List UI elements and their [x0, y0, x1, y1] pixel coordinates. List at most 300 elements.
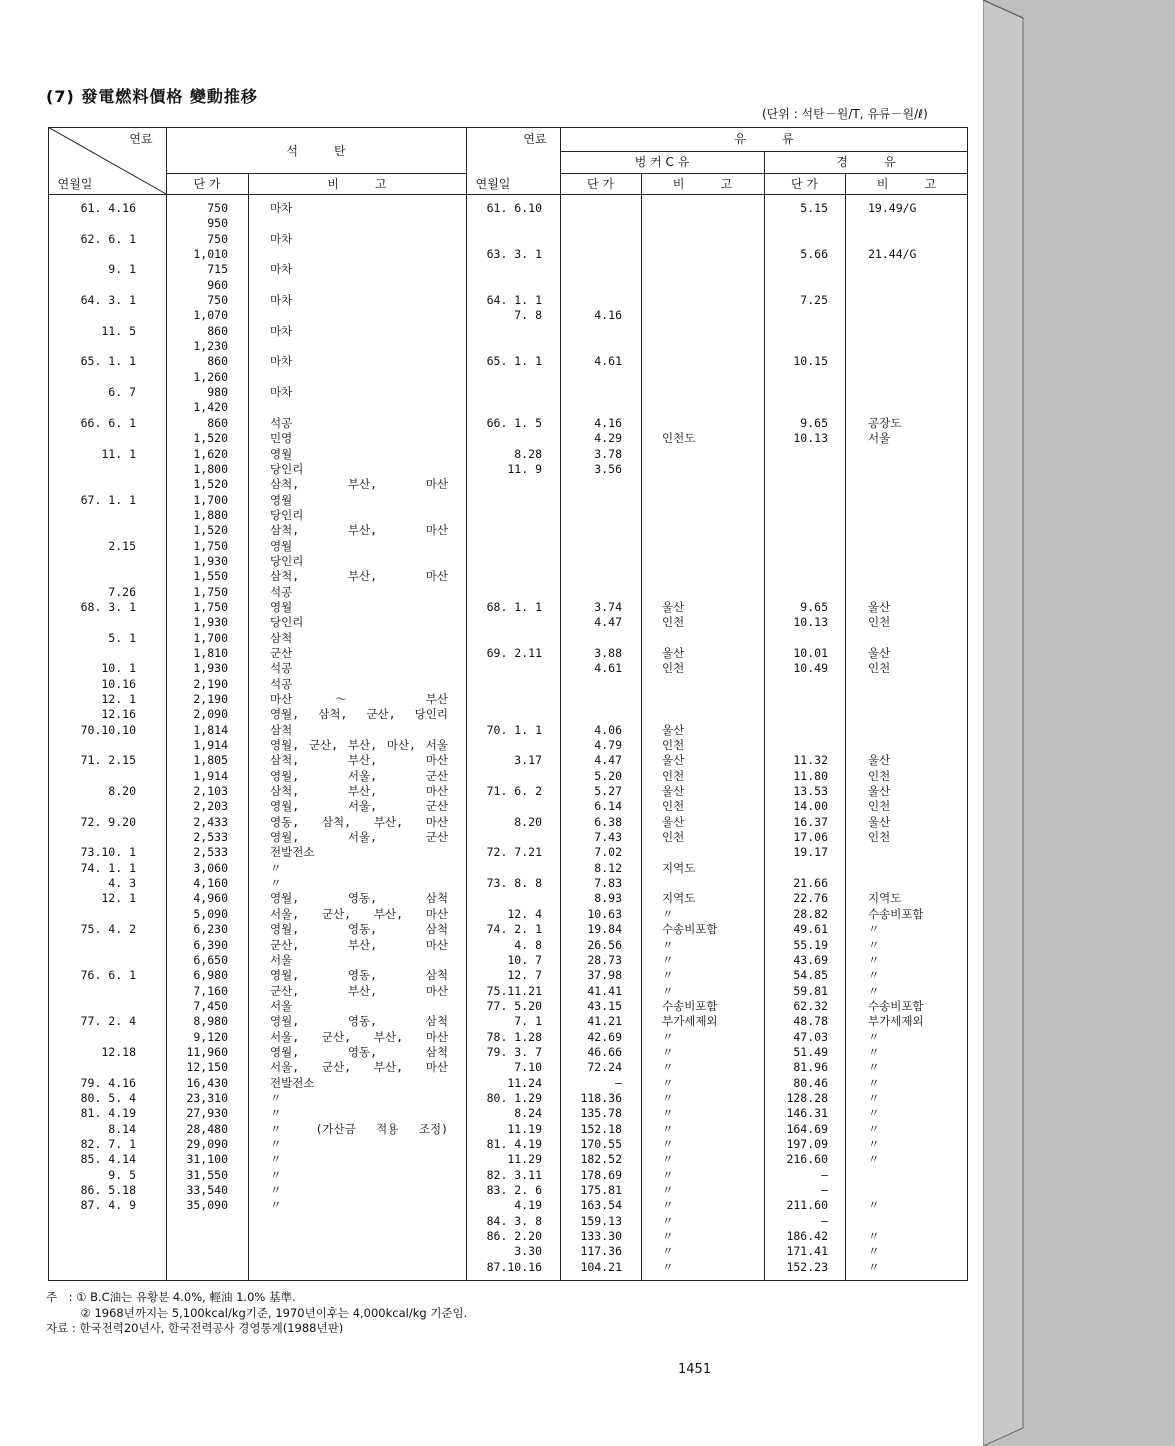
- bunker-price-cell: 3.88: [594, 645, 622, 660]
- table-row: [48, 891, 968, 906]
- table-row: [48, 631, 968, 646]
- bunker-remark-cell: 울산: [662, 722, 685, 737]
- light-remark-cell: 울산: [868, 784, 891, 799]
- table-row: [48, 354, 968, 369]
- coal-remark-cell: 마차: [270, 323, 293, 338]
- coal-price-cell: 16,430: [186, 1075, 228, 1090]
- table-row: [48, 1014, 968, 1029]
- table-row: [48, 278, 968, 293]
- oil-date-cell: 83. 2. 6: [486, 1183, 542, 1197]
- coal-date-cell: 64. 3. 1: [80, 293, 136, 308]
- bunker-remark-cell: 〃: [662, 952, 674, 967]
- oil-date-cell: 64. 1. 1: [486, 293, 542, 308]
- table-row: [48, 907, 968, 922]
- coal-price-cell: 1,914: [193, 738, 228, 753]
- light-price-cell: 9.65: [800, 415, 828, 430]
- light-price-cell: 10.01: [793, 645, 828, 660]
- table-row: [48, 1045, 968, 1060]
- bunker-price-cell: 7.02: [594, 845, 622, 860]
- coal-price-cell: 750: [207, 201, 228, 215]
- coal-remark-cell: 영월, 영동, 삼척: [270, 968, 448, 983]
- table-row: [48, 477, 968, 492]
- coal-price-cell: 1,930: [193, 661, 228, 676]
- coal-price-cell: 1,520: [193, 477, 228, 492]
- coal-remark-cell: 당인리: [270, 553, 304, 568]
- header-date-left: 연월일: [57, 177, 93, 191]
- oil-date-cell: 10. 7: [507, 952, 542, 967]
- bunker-remark-cell: 인천: [662, 799, 685, 814]
- bunker-remark-cell: 지역도: [662, 860, 696, 875]
- table-row: [48, 815, 968, 830]
- light-price-cell: —: [821, 1213, 828, 1228]
- light-price-cell: 7.25: [800, 293, 828, 308]
- bunker-price-cell: 7.83: [594, 876, 622, 891]
- coal-date-cell: 75. 4. 2: [80, 922, 136, 937]
- light-price-cell: 43.69: [793, 952, 828, 967]
- table-row: [48, 1106, 968, 1121]
- coal-date-cell: 72. 9.20: [80, 814, 136, 829]
- coal-price-cell: 960: [207, 277, 228, 292]
- light-remark-cell: 울산: [868, 599, 891, 614]
- bunker-remark-cell: 〃: [662, 983, 674, 998]
- bunker-price-cell: 170.55: [580, 1136, 622, 1151]
- light-remark-cell: 울산: [868, 814, 891, 829]
- oil-date-cell: 11. 9: [507, 461, 542, 476]
- coal-remark-cell: 〃: [270, 1106, 282, 1121]
- coal-remark-cell: 마차: [270, 231, 293, 246]
- fuel-price-table: [48, 127, 968, 1281]
- table-row: [48, 784, 968, 799]
- coal-price-cell: 1,930: [193, 553, 228, 568]
- table-row: [48, 845, 968, 860]
- header-bunker-price: 단 가: [587, 177, 614, 191]
- bunker-remark-cell: 〃: [662, 1244, 674, 1259]
- coal-date-cell: 11. 1: [101, 446, 136, 461]
- light-price-cell: 51.49: [793, 1044, 828, 1059]
- bunker-remark-cell: 인천: [662, 768, 685, 783]
- bunker-remark-cell: 〃: [662, 1259, 674, 1274]
- bunker-remark-cell: 인천도: [662, 431, 696, 446]
- light-price-cell: 171.41: [786, 1244, 828, 1259]
- coal-remark-cell: 삼척, 부산, 마산: [270, 477, 448, 492]
- bunker-remark-cell: 울산: [662, 599, 685, 614]
- coal-remark-cell: 〃: [270, 876, 282, 891]
- light-remark-cell: 〃: [868, 1090, 880, 1105]
- light-remark-cell: 〃: [868, 952, 880, 967]
- bunker-price-cell: 72.24: [587, 1060, 622, 1075]
- oil-date-cell: 69. 2.11: [486, 645, 542, 660]
- bunker-remark-cell: 울산: [662, 814, 685, 829]
- bunker-remark-cell: 〃: [662, 1090, 674, 1105]
- light-remark-cell: 수송비포함: [868, 998, 924, 1013]
- light-price-cell: 10.49: [793, 661, 828, 676]
- coal-remark-cell: 석공: [270, 415, 293, 430]
- table-row: [48, 799, 968, 814]
- table-row: [48, 1091, 968, 1106]
- coal-price-cell: 2,190: [193, 676, 228, 691]
- oil-date-cell: 81. 4.19: [486, 1136, 542, 1151]
- table-row: [48, 247, 968, 262]
- coal-remark-cell: 영월, 서울, 군산: [270, 799, 448, 814]
- coal-price-cell: 7,160: [193, 983, 228, 998]
- table-row: [48, 447, 968, 462]
- table-row: [48, 769, 968, 784]
- light-price-cell: 22.76: [793, 891, 828, 906]
- light-remark-cell: 울산: [868, 753, 891, 768]
- oil-date-cell: 77. 5.20: [486, 998, 542, 1013]
- oil-date-cell: 66. 1. 5: [486, 415, 542, 430]
- bunker-remark-cell: 울산: [662, 753, 685, 768]
- table-row: [48, 232, 968, 247]
- coal-price-cell: 1,810: [193, 645, 228, 660]
- coal-remark-cell: 영월: [270, 538, 293, 553]
- coal-remark-cell: 석공: [270, 661, 293, 676]
- light-price-cell: 216.60: [786, 1152, 828, 1167]
- table-row: [48, 661, 968, 676]
- coal-remark-cell: 영월, 서울, 군산: [270, 768, 448, 783]
- coal-price-cell: 1,805: [193, 753, 228, 768]
- table-row: [48, 370, 968, 385]
- coal-remark-cell: 전발전소: [270, 1075, 315, 1090]
- light-price-cell: 28.82: [793, 906, 828, 921]
- coal-date-cell: 11. 5: [101, 323, 136, 338]
- coal-remark-cell: 영월, 군산, 부산, 마산, 서울: [270, 738, 448, 753]
- light-price-cell: 48.78: [793, 1014, 828, 1029]
- coal-price-cell: 1,750: [193, 599, 228, 614]
- bunker-price-cell: 41.21: [587, 1014, 622, 1029]
- coal-price-cell: 35,090: [186, 1198, 228, 1213]
- coal-remark-cell: 영월, 영동, 삼척: [270, 1044, 448, 1059]
- header-fuel-right: 연료: [523, 132, 547, 146]
- bunker-price-cell: 104.21: [580, 1259, 622, 1274]
- coal-price-cell: 2,090: [193, 707, 228, 722]
- coal-price-cell: 860: [207, 323, 228, 338]
- light-remark-cell: 서울: [868, 431, 891, 446]
- coal-price-cell: 1,070: [193, 308, 228, 323]
- coal-date-cell: 8.20: [108, 784, 136, 799]
- light-price-cell: —: [821, 1183, 828, 1197]
- coal-price-cell: 2,533: [193, 845, 228, 860]
- bunker-price-cell: 4.16: [594, 415, 622, 430]
- coal-date-cell: 10.16: [101, 676, 136, 691]
- table-row: [48, 615, 968, 630]
- coal-date-cell: 9. 1: [108, 262, 136, 277]
- coal-remark-cell: 영월, 삼척, 군산, 당인리: [270, 707, 448, 722]
- header-date-right: 연월일: [475, 177, 511, 191]
- coal-price-cell: 1,750: [193, 538, 228, 553]
- table-row: [48, 646, 968, 661]
- oil-date-cell: 12. 7: [507, 968, 542, 983]
- coal-price-cell: 860: [207, 354, 228, 369]
- coal-price-cell: 28,480: [186, 1121, 228, 1136]
- coal-price-cell: 2,203: [193, 799, 228, 814]
- light-remark-cell: 인천: [868, 799, 891, 814]
- coal-remark-cell: 영월: [270, 492, 293, 507]
- coal-remark-cell: 서울: [270, 998, 293, 1013]
- header-fuel-left: 연료: [129, 132, 153, 146]
- oil-date-cell: 87.10.16: [486, 1259, 542, 1274]
- table-row: [48, 968, 968, 983]
- light-remark-cell: 〃: [868, 1075, 880, 1090]
- coal-remark-cell: 〃 (가산금 적용 조정): [270, 1121, 448, 1136]
- table-row: [48, 1122, 968, 1137]
- bunker-price-cell: 4.16: [594, 308, 622, 323]
- coal-price-cell: 6,230: [193, 922, 228, 937]
- oil-date-cell: 12. 4: [507, 906, 542, 921]
- coal-price-cell: 1,550: [193, 569, 228, 584]
- bunker-remark-cell: 〃: [662, 1229, 674, 1244]
- coal-date-cell: 12.16: [101, 707, 136, 722]
- coal-date-cell: 12.18: [101, 1044, 136, 1059]
- table-row: [48, 1214, 968, 1229]
- page-stack-edge: [983, 0, 1175, 1446]
- table-row: [48, 753, 968, 768]
- bunker-remark-cell: 〃: [662, 1106, 674, 1121]
- coal-remark-cell: 삼척, 부산, 마산: [270, 523, 448, 538]
- coal-price-cell: 6,980: [193, 968, 228, 983]
- light-price-cell: 10.15: [793, 354, 828, 369]
- oil-date-cell: 73. 8. 8: [486, 876, 542, 891]
- table-row: [48, 1168, 968, 1183]
- light-price-cell: 146.31: [786, 1106, 828, 1121]
- coal-price-cell: 1,620: [193, 446, 228, 461]
- coal-price-cell: 4,960: [193, 891, 228, 906]
- coal-price-cell: 33,540: [186, 1183, 228, 1197]
- coal-price-cell: 2,190: [193, 692, 228, 706]
- bunker-price-cell: 159.13: [580, 1213, 622, 1228]
- header-light-oil: 경 유: [836, 155, 896, 169]
- bunker-price-cell: 5.20: [594, 768, 622, 783]
- unit-note: (단위 : 석탄－원/T, 유류－원/ℓ): [762, 107, 928, 121]
- coal-price-cell: 6,390: [193, 937, 228, 952]
- table-row: [48, 201, 968, 216]
- bunker-remark-cell: 〃: [662, 1075, 674, 1090]
- light-price-cell: 164.69: [786, 1121, 828, 1136]
- oil-date-cell: 8.24: [514, 1106, 542, 1121]
- coal-remark-cell: 마산 ～ 부산: [270, 692, 448, 706]
- coal-remark-cell: 마차: [270, 293, 293, 308]
- coal-price-cell: 2,433: [193, 814, 228, 829]
- coal-remark-cell: 영월, 영동, 삼척: [270, 1014, 448, 1029]
- coal-price-cell: 6,650: [193, 952, 228, 967]
- bunker-price-cell: 3.56: [594, 461, 622, 476]
- table-row: [48, 569, 968, 584]
- bunker-price-cell: —: [615, 1075, 622, 1090]
- oil-date-cell: 79. 3. 7: [486, 1044, 542, 1059]
- bunker-price-cell: 175.81: [580, 1183, 622, 1197]
- coal-remark-cell: 당인리: [270, 461, 304, 476]
- coal-price-cell: 31,550: [186, 1167, 228, 1182]
- coal-price-cell: 750: [207, 293, 228, 308]
- bunker-price-cell: 10.63: [587, 906, 622, 921]
- oil-date-cell: 65. 1. 1: [486, 354, 542, 369]
- light-price-cell: 49.61: [793, 922, 828, 937]
- bunker-price-cell: 4.61: [594, 354, 622, 369]
- light-price-cell: 47.03: [793, 1029, 828, 1044]
- coal-price-cell: 750: [207, 231, 228, 246]
- table-row: [48, 1137, 968, 1152]
- table-row: [48, 539, 968, 554]
- coal-price-cell: 27,930: [186, 1106, 228, 1121]
- coal-price-cell: 1,520: [193, 523, 228, 538]
- bunker-remark-cell: 수송비포함: [662, 922, 718, 937]
- coal-price-cell: 3,060: [193, 860, 228, 875]
- coal-price-cell: 980: [207, 385, 228, 400]
- bunker-price-cell: 43.15: [587, 998, 622, 1013]
- coal-remark-cell: 삼척: [270, 722, 293, 737]
- bunker-price-cell: 4.47: [594, 753, 622, 768]
- table-row: [48, 738, 968, 753]
- table-row: [48, 922, 968, 937]
- table-row: [48, 1198, 968, 1213]
- light-remark-cell: 〃: [868, 1152, 880, 1167]
- footnote-1: 주 : ① B.C油는 유황분 4.0%, 輕油 1.0% 基準.: [46, 1290, 296, 1304]
- coal-date-cell: 85. 4.14: [80, 1152, 136, 1167]
- light-remark-cell: 〃: [868, 983, 880, 998]
- coal-remark-cell: 삼척: [270, 630, 293, 645]
- light-price-cell: 19.17: [793, 845, 828, 860]
- oil-date-cell: 80. 1.29: [486, 1090, 542, 1105]
- light-remark-cell: 〃: [868, 937, 880, 952]
- bunker-price-cell: 41.41: [587, 983, 622, 998]
- coal-remark-cell: 삼척, 부산, 마산: [270, 784, 448, 799]
- table-row: [48, 1152, 968, 1167]
- coal-remark-cell: 영월: [270, 446, 293, 461]
- oil-date-cell: 11.29: [507, 1152, 542, 1167]
- bunker-remark-cell: 인천: [662, 738, 685, 753]
- oil-date-cell: 4.19: [514, 1198, 542, 1213]
- light-remark-cell: 지역도: [868, 891, 902, 906]
- light-price-cell: 11.32: [793, 753, 828, 768]
- bunker-remark-cell: 인천: [662, 615, 685, 630]
- table-row: [48, 493, 968, 508]
- coal-remark-cell: 전발전소: [270, 845, 315, 860]
- light-remark-cell: 울산: [868, 645, 891, 660]
- coal-price-cell: 860: [207, 415, 228, 430]
- header-light-price: 단 가: [791, 177, 818, 191]
- coal-date-cell: 2.15: [108, 538, 136, 553]
- bunker-remark-cell: 부가세제외: [662, 1014, 718, 1029]
- table-row: [48, 1060, 968, 1075]
- light-remark-cell: 〃: [868, 1229, 880, 1244]
- coal-remark-cell: 군산, 부산, 마산: [270, 983, 448, 998]
- coal-remark-cell: 마차: [270, 201, 293, 215]
- oil-date-cell: 74. 2. 1: [486, 922, 542, 937]
- coal-date-cell: 7.26: [108, 584, 136, 599]
- bunker-price-cell: 133.30: [580, 1229, 622, 1244]
- table-row: [48, 1183, 968, 1198]
- coal-price-cell: 1,800: [193, 461, 228, 476]
- table-row: [48, 385, 968, 400]
- oil-date-cell: 7. 1: [514, 1014, 542, 1029]
- bunker-remark-cell: 〃: [662, 937, 674, 952]
- bunker-price-cell: 178.69: [580, 1167, 622, 1182]
- coal-price-cell: 9,120: [193, 1029, 228, 1044]
- bunker-price-cell: 3.78: [594, 446, 622, 461]
- table-row: [48, 953, 968, 968]
- footnotes: [46, 1290, 467, 1337]
- bunker-remark-cell: 〃: [662, 968, 674, 983]
- footnote-2: ② 1968년까지는 5,100kcal/kg기준, 1970년이후는 4,000kcal/kg 기준임.: [46, 1305, 468, 1320]
- coal-remark-cell: 서울, 군산, 부산, 마산: [270, 906, 448, 921]
- table-row: [48, 324, 968, 339]
- coal-remark-cell: 서울: [270, 952, 293, 967]
- table-row: [48, 707, 968, 722]
- coal-date-cell: 68. 3. 1: [80, 599, 136, 614]
- bunker-remark-cell: 〃: [662, 906, 674, 921]
- header-bunker-remark: 비 고: [672, 177, 733, 191]
- light-price-cell: 81.96: [793, 1060, 828, 1075]
- light-price-cell: 197.09: [786, 1136, 828, 1151]
- coal-remark-cell: 〃: [270, 1136, 282, 1151]
- coal-price-cell: 1,914: [193, 768, 228, 783]
- light-price-cell: 5.66: [800, 247, 828, 262]
- oil-date-cell: 75.11.21: [486, 983, 542, 998]
- light-price-cell: 10.13: [793, 431, 828, 446]
- light-price-cell: 54.85: [793, 968, 828, 983]
- coal-date-cell: 65. 1. 1: [80, 354, 136, 369]
- table-row: [48, 462, 968, 477]
- bunker-price-cell: 6.14: [594, 799, 622, 814]
- table-row: [48, 999, 968, 1014]
- coal-remark-cell: 석공: [270, 584, 293, 599]
- table-row: [48, 523, 968, 538]
- bunker-remark-cell: 〃: [662, 1167, 674, 1182]
- coal-date-cell: 8.14: [108, 1121, 136, 1136]
- light-price-cell: 152.23: [786, 1259, 828, 1274]
- light-price-cell: 211.60: [786, 1198, 828, 1213]
- coal-price-cell: 1,750: [193, 584, 228, 599]
- coal-date-cell: 12. 1: [101, 891, 136, 906]
- table-row: [48, 723, 968, 738]
- oil-date-cell: 63. 3. 1: [486, 247, 542, 262]
- coal-date-cell: 5. 1: [108, 630, 136, 645]
- coal-date-cell: 61. 4.16: [80, 201, 136, 215]
- coal-remark-cell: 군산: [270, 645, 293, 660]
- coal-remark-cell: 서울, 군산, 부산, 마산: [270, 1060, 448, 1075]
- coal-remark-cell: 삼척, 부산, 마산: [270, 569, 448, 584]
- oil-date-cell: 61. 6.10: [486, 201, 542, 215]
- light-remark-cell: 수송비포함: [868, 906, 924, 921]
- page-title: (7) 發電燃料價格 變動推移: [46, 87, 258, 106]
- bunker-price-cell: 163.54: [580, 1198, 622, 1213]
- light-remark-cell: 〃: [868, 1136, 880, 1151]
- table-row: [48, 861, 968, 876]
- header-oil: 유 류: [734, 132, 794, 146]
- oil-date-cell: 11.19: [507, 1121, 542, 1136]
- bunker-price-cell: 118.36: [580, 1090, 622, 1105]
- table-row: [48, 416, 968, 431]
- bunker-remark-cell: 〃: [662, 1183, 674, 1197]
- coal-date-cell: 79. 4.16: [80, 1075, 136, 1090]
- coal-price-cell: 1,260: [193, 369, 228, 384]
- table-row: [48, 1076, 968, 1091]
- table-row: [48, 431, 968, 446]
- table-row: [48, 830, 968, 845]
- bunker-price-cell: 4.79: [594, 738, 622, 753]
- coal-remark-cell: 〃: [270, 860, 282, 875]
- coal-price-cell: 1,520: [193, 431, 228, 446]
- table-row: [48, 554, 968, 569]
- coal-date-cell: 66. 6. 1: [80, 415, 136, 430]
- coal-date-cell: 77. 2. 4: [80, 1014, 136, 1029]
- light-remark-cell: 〃: [868, 1121, 880, 1136]
- coal-date-cell: 74. 1. 1: [80, 860, 136, 875]
- table-row: [48, 400, 968, 415]
- coal-remark-cell: 〃: [270, 1183, 282, 1197]
- table-row: [48, 984, 968, 999]
- coal-date-cell: 87. 4. 9: [80, 1198, 136, 1213]
